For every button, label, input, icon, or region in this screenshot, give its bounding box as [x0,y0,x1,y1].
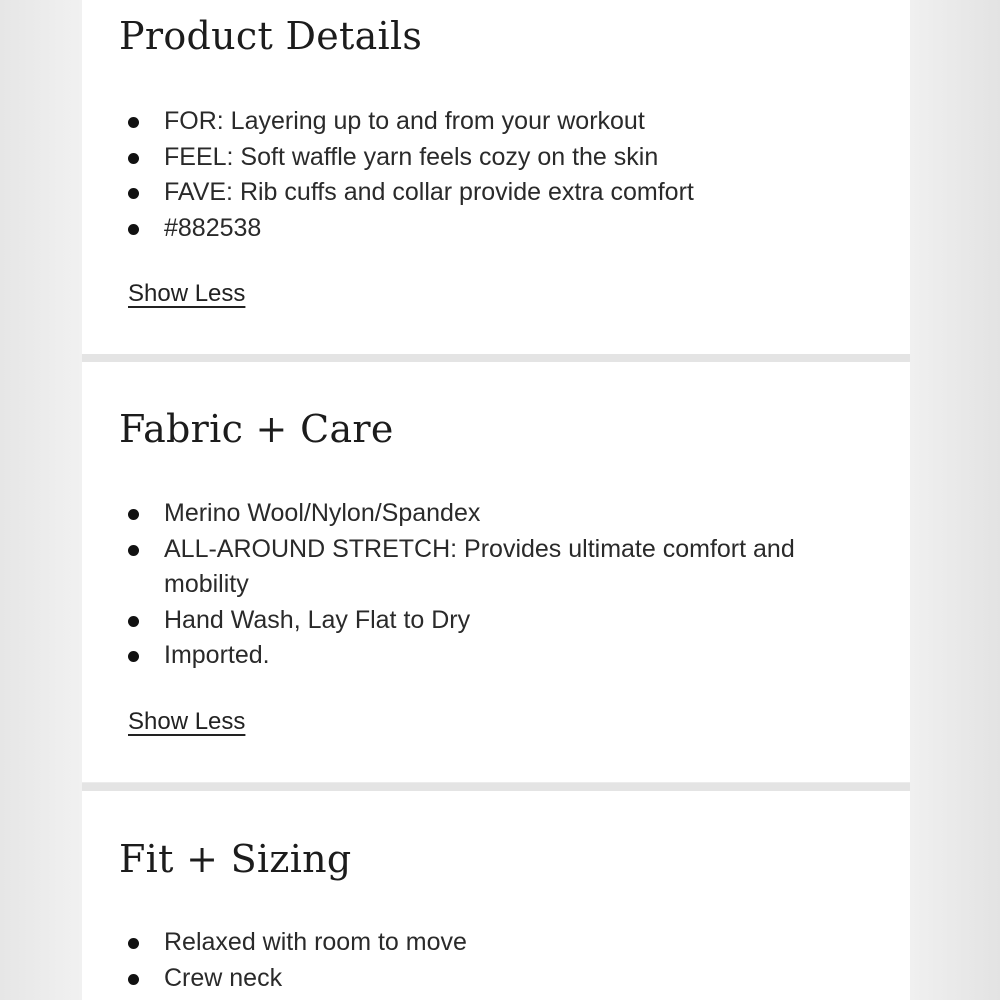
list-item [128,638,868,674]
bullet-icon [128,224,139,235]
list-item [128,532,868,603]
bullet-icon [128,545,139,556]
list-item [128,211,868,247]
bullet-icon [128,153,139,164]
list-item [128,925,868,961]
bullet-icon [128,509,139,520]
list-item-text: Imported. [164,641,270,669]
bullet-icon [128,616,139,627]
list-item-text: FAVE: Rib cuffs and collar provide extra comfort [164,178,694,206]
show-less-link[interactable]: Show Less [128,708,246,735]
list-item-text: ALL-AROUND STRETCH: Provides ultimate comfort and mobility [164,534,795,598]
list-item [128,175,868,211]
list-item-text: Relaxed with room to move [164,928,467,956]
bullet-icon [128,974,139,985]
background-right [910,0,1000,1000]
list-item-text: #882538 [164,213,262,242]
section-title: Fit + Sizing [119,837,352,881]
list-item [128,961,868,997]
bullet-icon [128,938,139,949]
background-left [0,0,82,1000]
section-title: Product Details [119,14,423,58]
section-divider [82,783,910,791]
list-item-text: Crew neck [164,963,283,992]
list-item [128,603,868,639]
fabric-care-list [128,496,868,674]
list-item-text: Hand Wash, Lay Flat to Dry [164,605,471,634]
product-details-list [128,104,868,246]
list-item-text: FOR: Layering up to and from your workout [164,107,645,135]
fit-sizing-list [128,925,868,996]
list-item [128,140,868,176]
list-item [128,496,868,532]
list-item-text: Merino Wool/Nylon/Spandex [164,499,481,527]
list-item-text: FEEL: Soft waffle yarn feels cozy on the skin [164,142,659,171]
section-title: Fabric + Care [119,407,394,451]
product-details-section [82,0,910,354]
list-item [128,104,868,140]
bullet-icon [128,651,139,662]
bullet-icon [128,188,139,199]
bullet-icon [128,117,139,128]
show-less-link[interactable]: Show Less [128,280,246,307]
section-divider [82,354,910,362]
fabric-care-section [82,362,910,782]
fit-sizing-section [82,791,910,1000]
